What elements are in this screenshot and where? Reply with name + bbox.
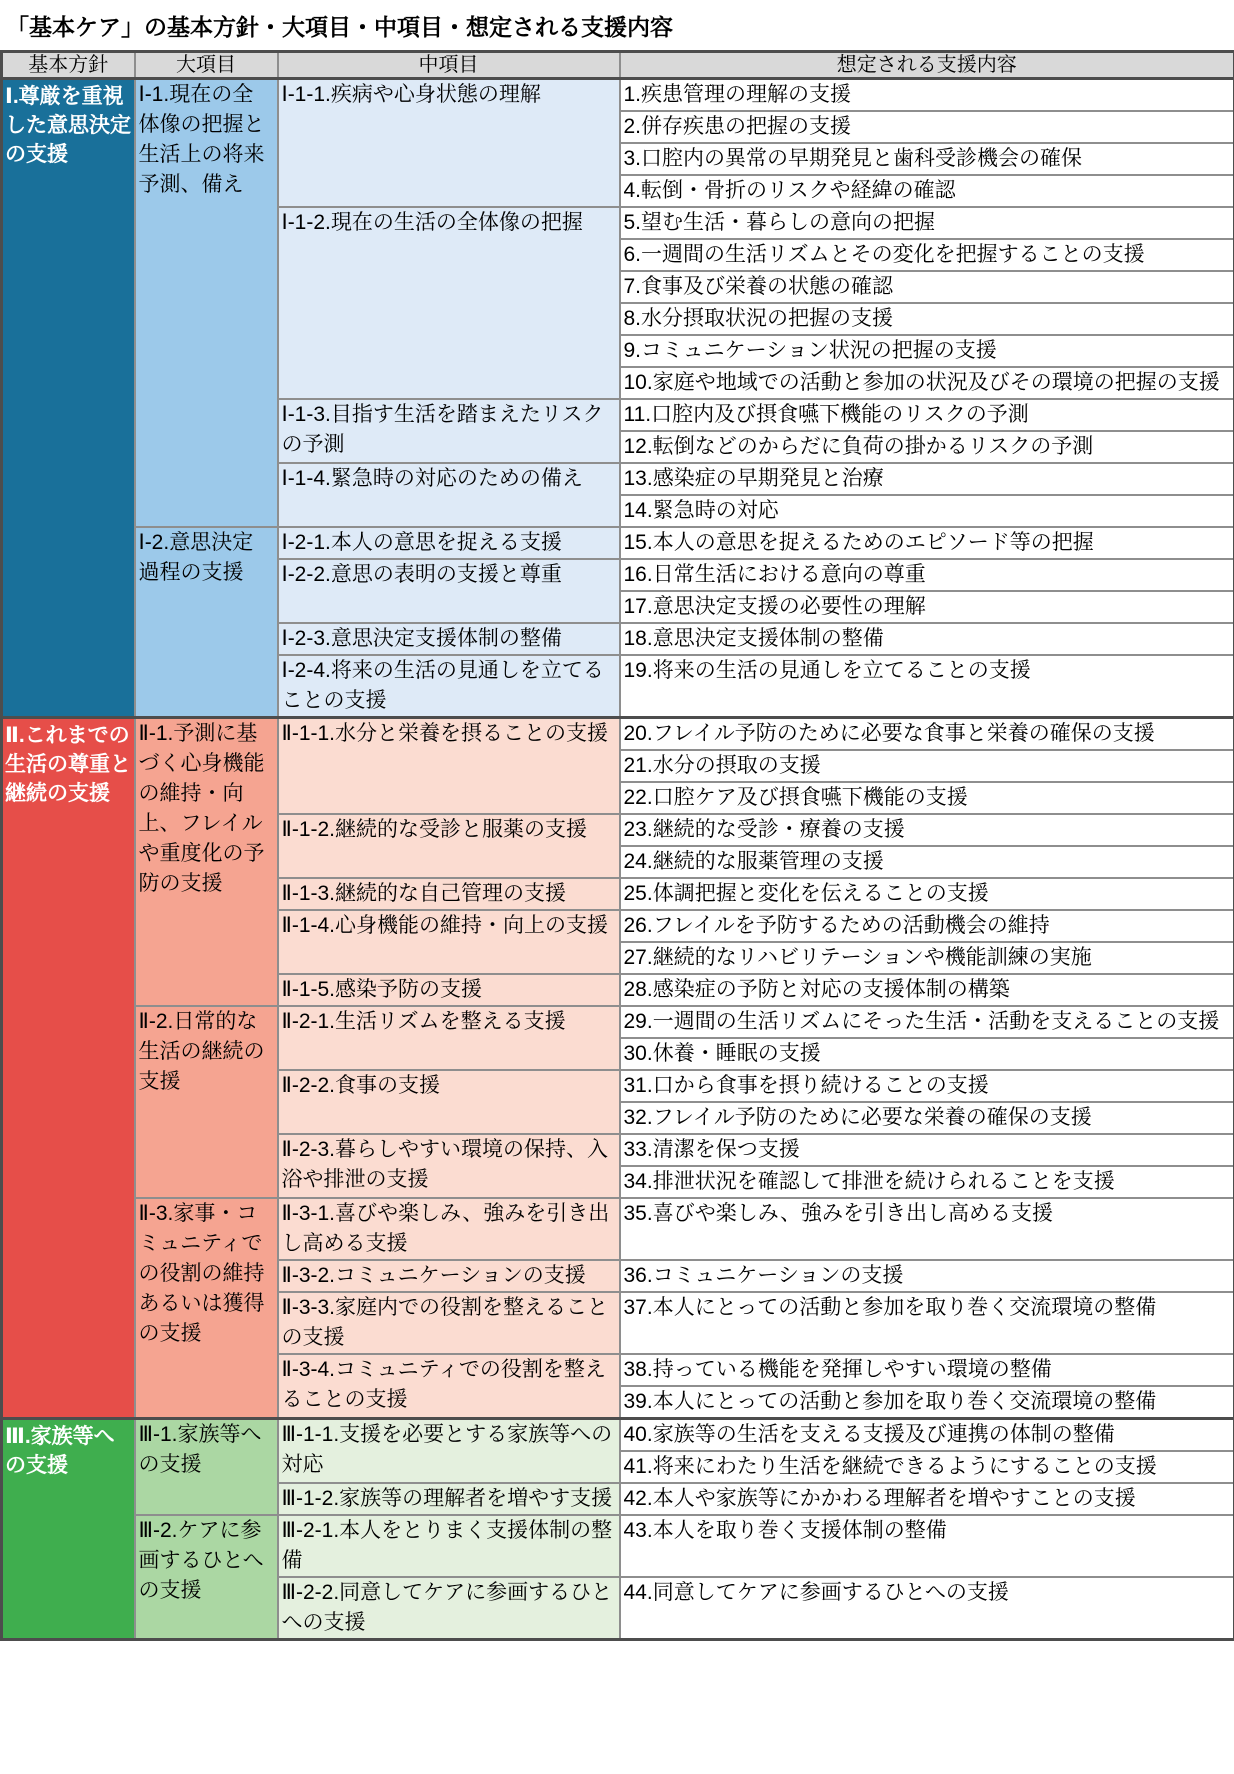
middle-item-cell: Ⅱ-1-5.感染予防の支援: [278, 974, 620, 1006]
support-content-cell: 25.体調把握と変化を伝えることの支援: [620, 878, 1234, 910]
support-content-cell: 19.将来の生活の見通しを立てることの支援: [620, 655, 1234, 718]
support-content-cell: 22.口腔ケア及び摂食嚥下機能の支援: [620, 782, 1234, 814]
support-content-cell: 8.水分摂取状況の把握の支援: [620, 303, 1234, 335]
support-content-cell: 4.転倒・骨折のリスクや経緯の確認: [620, 175, 1234, 207]
table-row: [2, 717, 1234, 750]
care-table: [0, 50, 1234, 1641]
table-row: [2, 1006, 1234, 1038]
support-content-cell: 14.緊急時の対応: [620, 495, 1234, 527]
support-content-cell: 28.感染症の予防と対応の支援体制の構築: [620, 974, 1234, 1006]
support-content-cell: 38.持っている機能を発揮しやすい環境の整備: [620, 1354, 1234, 1386]
header-row: [2, 51, 1234, 78]
support-content-cell: 33.清潔を保つ支援: [620, 1134, 1234, 1166]
table-row: [2, 78, 1234, 111]
middle-item-cell: Ⅰ-1-4.緊急時の対応のための備え: [278, 463, 620, 527]
major-item-cell: Ⅲ-2.ケアに参画するひとへの支援: [135, 1515, 278, 1640]
middle-item-cell: Ⅱ-3-2.コミュニケーションの支援: [278, 1260, 620, 1292]
support-content-cell: 37.本人にとっての活動と参加を取り巻く交流環境の整備: [620, 1292, 1234, 1354]
major-item-cell: Ⅱ-3.家事・コミュニティでの役割の維持あるいは獲得の支援: [135, 1198, 278, 1419]
table-row: [2, 527, 1234, 559]
support-content-cell: 29.一週間の生活リズムにそった生活・活動を支えることの支援: [620, 1006, 1234, 1038]
support-content-cell: 1.疾患管理の理解の支援: [620, 78, 1234, 111]
support-content-cell: 40.家族等の生活を支える支援及び連携の体制の整備: [620, 1418, 1234, 1451]
middle-item-cell: Ⅱ-2-1.生活リズムを整える支援: [278, 1006, 620, 1070]
support-content-cell: 5.望む生活・暮らしの意向の把握: [620, 207, 1234, 239]
header-middle-item: 中項目: [278, 51, 620, 78]
major-item-cell: Ⅲ-1.家族等への支援: [135, 1418, 278, 1515]
middle-item-cell: Ⅱ-1-3.継続的な自己管理の支援: [278, 878, 620, 910]
support-content-cell: 9.コミュニケーション状況の把握の支援: [620, 335, 1234, 367]
middle-item-cell: Ⅲ-2-1.本人をとりまく支援体制の整備: [278, 1515, 620, 1577]
middle-item-cell: Ⅱ-3-1.喜びや楽しみ、強みを引き出し高める支援: [278, 1198, 620, 1260]
support-content-cell: 32.フレイル予防のために必要な栄養の確保の支援: [620, 1102, 1234, 1134]
middle-item-cell: Ⅱ-3-3.家庭内での役割を整えることの支援: [278, 1292, 620, 1354]
page-title: 「基本ケア」の基本方針・大項目・中項目・想定される支援内容: [6, 14, 673, 40]
support-content-cell: 7.食事及び栄養の状態の確認: [620, 271, 1234, 303]
header-basic-policy: 基本方針: [2, 51, 135, 78]
support-content-cell: 27.継続的なリハビリテーションや機能訓練の実施: [620, 942, 1234, 974]
major-item-cell: Ⅰ-1.現在の全体像の把握と生活上の将来予測、備え: [135, 78, 278, 527]
middle-item-cell: Ⅰ-2-1.本人の意思を捉える支援: [278, 527, 620, 559]
support-content-cell: 2.併存疾患の把握の支援: [620, 111, 1234, 143]
major-item-cell: Ⅱ-2.日常的な生活の継続の支援: [135, 1006, 278, 1198]
support-content-cell: 31.口から食事を摂り続けることの支援: [620, 1070, 1234, 1102]
middle-item-cell: Ⅰ-1-1.疾病や心身状態の理解: [278, 78, 620, 207]
support-content-cell: 43.本人を取り巻く支援体制の整備: [620, 1515, 1234, 1577]
support-content-cell: 20.フレイル予防のために必要な食事と栄養の確保の支援: [620, 717, 1234, 750]
support-content-cell: 23.継続的な受診・療養の支援: [620, 814, 1234, 846]
table-row: [2, 1515, 1234, 1577]
support-content-cell: 34.排泄状況を確認して排泄を続けられることを支援: [620, 1166, 1234, 1198]
care-table-body: [2, 78, 1234, 1639]
support-content-cell: 17.意思決定支援の必要性の理解: [620, 591, 1234, 623]
middle-item-cell: Ⅱ-1-4.心身機能の維持・向上の支援: [278, 910, 620, 974]
major-item-cell: Ⅰ-2.意思決定過程の支援: [135, 527, 278, 718]
basic-policy-cell: Ⅲ.家族等への支援: [2, 1418, 135, 1639]
table-row: [2, 1198, 1234, 1260]
support-content-cell: 26.フレイルを予防するための活動機会の維持: [620, 910, 1234, 942]
support-content-cell: 6.一週間の生活リズムとその変化を把握することの支援: [620, 239, 1234, 271]
middle-item-cell: Ⅱ-1-2.継続的な受診と服薬の支援: [278, 814, 620, 878]
middle-item-cell: Ⅰ-1-2.現在の生活の全体像の把握: [278, 207, 620, 399]
basic-policy-cell: Ⅰ.尊厳を重視した意思決定の支援: [2, 78, 135, 717]
support-content-cell: 15.本人の意思を捉えるためのエピソード等の把握: [620, 527, 1234, 559]
support-content-cell: 30.休養・睡眠の支援: [620, 1038, 1234, 1070]
middle-item-cell: Ⅱ-2-3.暮らしやすい環境の保持、入浴や排泄の支援: [278, 1134, 620, 1198]
support-content-cell: 39.本人にとっての活動と参加を取り巻く交流環境の整備: [620, 1386, 1234, 1419]
middle-item-cell: Ⅰ-2-3.意思決定支援体制の整備: [278, 623, 620, 655]
middle-item-cell: Ⅲ-1-1.支援を必要とする家族等への対応: [278, 1418, 620, 1483]
support-content-cell: 24.継続的な服薬管理の支援: [620, 846, 1234, 878]
middle-item-cell: Ⅱ-2-2.食事の支援: [278, 1070, 620, 1134]
middle-item-cell: Ⅰ-2-4.将来の生活の見通しを立てることの支援: [278, 655, 620, 718]
table-row: [2, 1418, 1234, 1451]
support-content-cell: 11.口腔内及び摂食嚥下機能のリスクの予測: [620, 399, 1234, 431]
middle-item-cell: Ⅲ-1-2.家族等の理解者を増やす支援: [278, 1483, 620, 1515]
support-content-cell: 18.意思決定支援体制の整備: [620, 623, 1234, 655]
header-major-item: 大項目: [135, 51, 278, 78]
middle-item-cell: Ⅱ-1-1.水分と栄養を摂ることの支援: [278, 717, 620, 814]
support-content-cell: 35.喜びや楽しみ、強みを引き出し高める支援: [620, 1198, 1234, 1260]
support-content-cell: 41.将来にわたり生活を継続できるようにすることの支援: [620, 1451, 1234, 1483]
basic-policy-cell: Ⅱ.これまでの生活の尊重と継続の支援: [2, 717, 135, 1418]
header-support-content: 想定される支援内容: [620, 51, 1234, 78]
middle-item-cell: Ⅲ-2-2.同意してケアに参画するひとへの支援: [278, 1577, 620, 1640]
support-content-cell: 16.日常生活における意向の尊重: [620, 559, 1234, 591]
support-content-cell: 3.口腔内の異常の早期発見と歯科受診機会の確保: [620, 143, 1234, 175]
support-content-cell: 10.家庭や地域での活動と参加の状況及びその環境の把握の支援: [620, 367, 1234, 399]
support-content-cell: 44.同意してケアに参画するひとへの支援: [620, 1577, 1234, 1640]
support-content-cell: 13.感染症の早期発見と治療: [620, 463, 1234, 495]
middle-item-cell: Ⅰ-1-3.目指す生活を踏まえたリスクの予測: [278, 399, 620, 463]
major-item-cell: Ⅱ-1.予測に基づく心身機能の維持・向上、フレイルや重度化の予防の支援: [135, 717, 278, 1006]
support-content-cell: 21.水分の摂取の支援: [620, 750, 1234, 782]
support-content-cell: 42.本人や家族等にかかわる理解者を増やすことの支援: [620, 1483, 1234, 1515]
table-header: [2, 51, 1234, 78]
middle-item-cell: Ⅰ-2-2.意思の表明の支援と尊重: [278, 559, 620, 623]
support-content-cell: 36.コミュニケーションの支援: [620, 1260, 1234, 1292]
support-content-cell: 12.転倒などのからだに負荷の掛かるリスクの予測: [620, 431, 1234, 463]
middle-item-cell: Ⅱ-3-4.コミュニティでの役割を整えることの支援: [278, 1354, 620, 1419]
